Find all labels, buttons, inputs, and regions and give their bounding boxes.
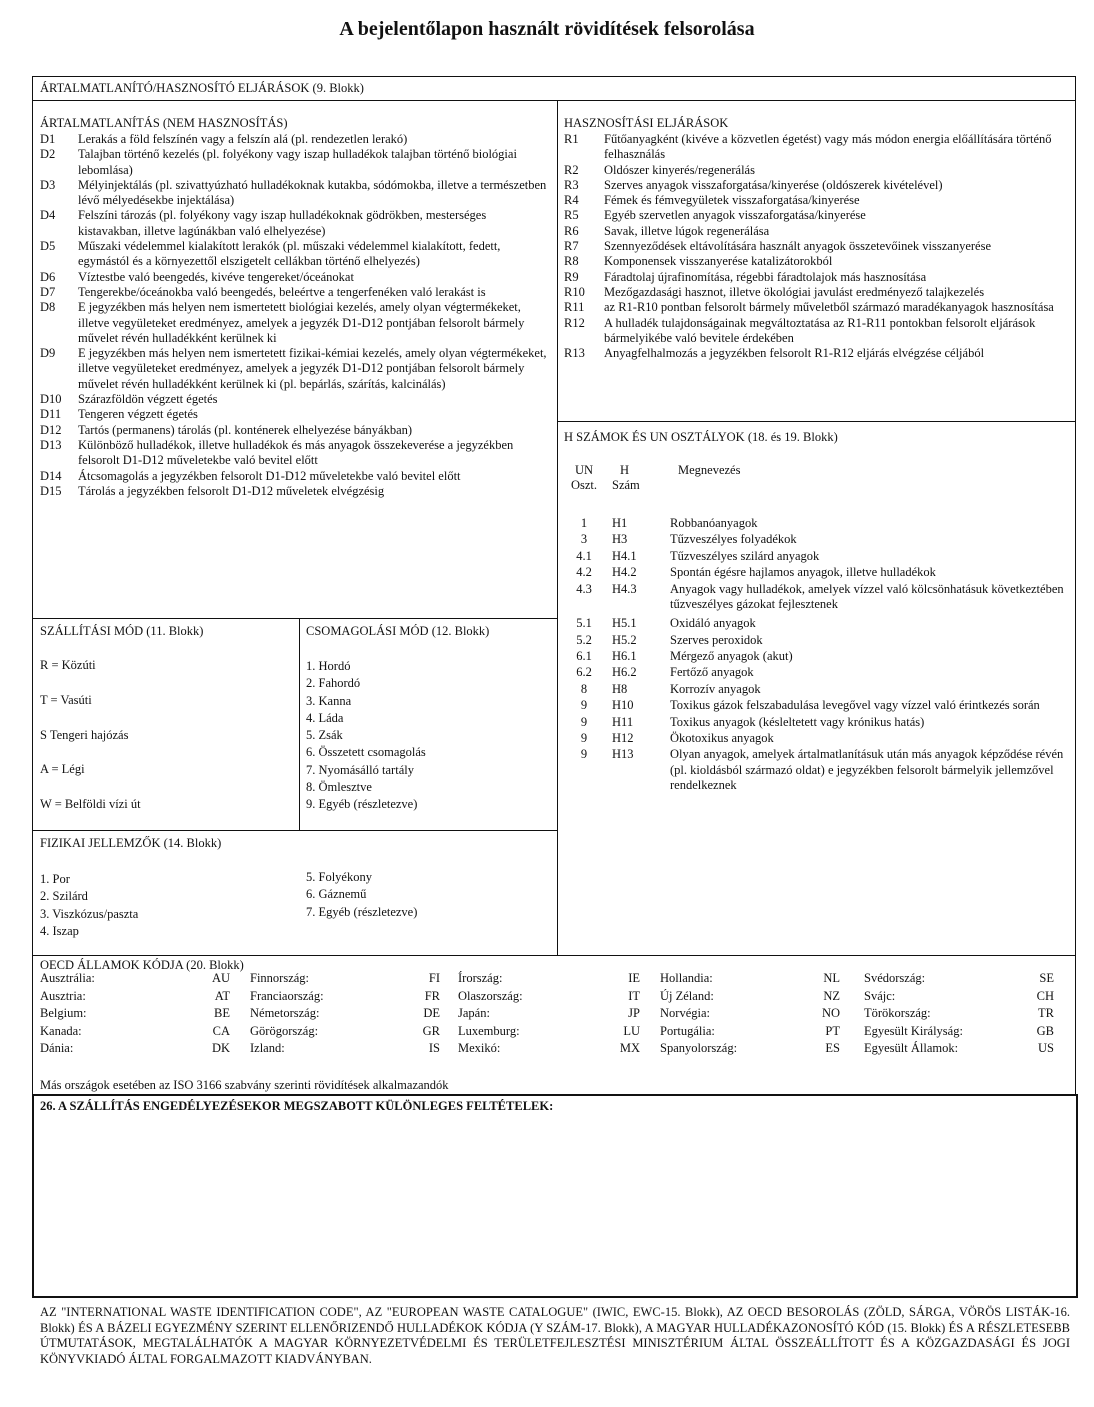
footer-note: AZ "INTERNATIONAL WASTE IDENTIFICATION CODE", AZ "EUROPEAN WASTE CATALOGUE" (IWIC, EWC-15. Blokk), AZ OECD BESOROLÁS (ZÖLD, SÁRGA, VÖRÖS LISTÁK-16. Blokk) ÉS A BÁZELI EGYEZMÉNY SZERINT ELLENŐRIZENDŐ HULLADÉKOK KÓDJA (Y SZÁM-17. Blokk), A MAGYAR HULLADÉKAZONOSÍTÓ KÓD (15. Blokk) ÉS A RÉSZLETESEBB ÚTMUTATÁSOK, MEGTALÁLHATÓK A MAGYAR KÖRNYEZETVÉDELMI ÉS TERÜLETFEJLESZTÉSI MINISZTÉRIUM ÁLTAL ÖSSZEÁLLÍTOTT ÉS A KÖZGAZDASÁGI ÉS JOGI KÖNYVKIADÓ ÁLTAL FORGALMAZOTT KIADVÁNYBAN. bbox=[40, 1305, 1070, 1366]
packaging-item: 6. Összetett csomagolás bbox=[306, 745, 426, 760]
oecd-country bbox=[458, 1040, 640, 1058]
transport-item: W = Belföldi vízi út bbox=[40, 797, 141, 812]
country-code: SE bbox=[1039, 971, 1054, 985]
un-class: 3 bbox=[580, 532, 588, 547]
disposal-text: Szárazföldön végzett égetés bbox=[78, 392, 218, 407]
transport-list bbox=[40, 658, 290, 832]
recovery-code: R3 bbox=[564, 177, 579, 192]
hnumbers-header: H SZÁMOK ÉS UN OSZTÁLYOK (18. és 19. Blokk) bbox=[564, 430, 838, 444]
country-name: Svédország: bbox=[864, 971, 926, 985]
disposal-code: D2 bbox=[40, 147, 56, 162]
divider bbox=[33, 955, 1075, 956]
country-name: Franciaország: bbox=[250, 988, 324, 1003]
oecd-country bbox=[864, 970, 1054, 988]
h-name: Spontán égésre hajlamos anyagok, illetve hulladékok bbox=[670, 565, 936, 580]
recovery-item bbox=[564, 239, 1072, 254]
disposal-text: Talajban történő kezelés (pl. folyékony vagy iszap hulladékok talajban történő biológiai lebomlása) bbox=[78, 147, 517, 177]
un-class: 9 bbox=[580, 747, 588, 762]
disposal-code: D5 bbox=[40, 239, 56, 254]
h-name: Oxidáló anyagok bbox=[670, 616, 756, 631]
recovery-item bbox=[564, 316, 1072, 347]
recovery-text: az R1-R10 pontban felsorolt bármely műveletből származó maradékanyagok hasznosítása bbox=[604, 300, 1054, 315]
recovery-list bbox=[564, 132, 1072, 361]
packaging-item: 3. Kanna bbox=[306, 693, 352, 708]
disposal-item bbox=[40, 208, 552, 239]
disposal-text: Átcsomagolás a jegyzékben felsorolt D1-D12 műveletekbe való bevitel előtt bbox=[78, 468, 461, 483]
recovery-code: R8 bbox=[564, 254, 579, 269]
recovery-item bbox=[564, 208, 1072, 223]
disposal-text: Különböző hulladékok, illetve hulladékok és más anyagok összekeverése a jegyzékben felsorolt D1-D12 műveletekbe való bevitel előtt bbox=[78, 437, 514, 468]
oecd-column bbox=[250, 970, 440, 1058]
oecd-column bbox=[40, 970, 230, 1058]
physical-item: 1. Por bbox=[40, 872, 70, 886]
physical-item: 4. Iszap bbox=[40, 923, 79, 938]
country-name: Finnország: bbox=[250, 971, 310, 985]
un-class: 9 bbox=[580, 730, 588, 745]
oecd-country bbox=[250, 1023, 440, 1041]
country-name: Ausztria: bbox=[40, 988, 86, 1003]
packaging-item: 8. Ömlesztve bbox=[306, 780, 372, 795]
disposal-item bbox=[40, 132, 552, 147]
recovery-text: Fáradtolaj újrafinomítása, régebbi fáradtolajok más hasznosítása bbox=[604, 269, 927, 284]
country-code: TR bbox=[1038, 1006, 1054, 1020]
country-name: Kanada: bbox=[40, 1023, 82, 1038]
recovery-text: Fémek és fémvegyületek visszaforgatása/kinyerése bbox=[604, 193, 860, 208]
un-class: 5.2 bbox=[576, 632, 592, 647]
disposal-text: Víztestbe való beengedés, kivéve tengereket/óceánokat bbox=[78, 269, 354, 284]
oecd-country bbox=[40, 970, 230, 988]
un-class: 4.2 bbox=[576, 565, 592, 580]
country-code: US bbox=[1038, 1041, 1054, 1055]
physical-item: 7. Egyéb (részletezve) bbox=[306, 904, 418, 919]
country-code: GB bbox=[1036, 1023, 1054, 1038]
oecd-header: OECD ÁLLAMOK KÓDJA (20. Blokk) bbox=[40, 958, 244, 972]
disposal-text: Tárolás a jegyzékben felsorolt D1-D12 műveletek elvégzésig bbox=[78, 483, 385, 498]
disposal-text: Műszaki védelemmel kialakított lerakók (pl. műszaki védelemmel kialakított, fedett, egymástól és a környezettől elszigetelt cellákban történő elhelyezés) bbox=[78, 239, 501, 269]
packaging-list bbox=[306, 658, 551, 814]
recovery-item bbox=[564, 178, 1072, 193]
country-name: Hollandia: bbox=[660, 971, 713, 985]
recovery-text: Anyagfelhalmozás a jegyzékben felsorolt R1-R12 eljárás elvégzése céljából bbox=[604, 346, 985, 361]
recovery-item bbox=[564, 254, 1072, 269]
oecd-country bbox=[40, 1023, 230, 1041]
recovery-item bbox=[564, 346, 1072, 361]
hnumber-row bbox=[564, 565, 1072, 580]
un-class: 6.1 bbox=[576, 648, 592, 663]
recovery-text: Komponensek visszanyerése katalizátorokból bbox=[604, 254, 833, 269]
oecd-country bbox=[864, 988, 1054, 1006]
hnumber-row bbox=[564, 549, 1072, 564]
country-name: Dánia: bbox=[40, 1041, 74, 1055]
hnumber-row bbox=[564, 682, 1072, 697]
hnumber-row bbox=[564, 616, 1072, 631]
un-class: 8 bbox=[580, 681, 588, 696]
un-class: 9 bbox=[580, 714, 588, 729]
h-number: H1 bbox=[612, 516, 628, 530]
recovery-item bbox=[564, 224, 1072, 239]
recovery-code: R5 bbox=[564, 208, 579, 223]
un-class: 1 bbox=[580, 516, 588, 530]
h-number: H12 bbox=[612, 730, 634, 745]
country-name: Portugália: bbox=[660, 1023, 715, 1038]
un-class: 4.3 bbox=[576, 581, 592, 596]
recovery-code: R10 bbox=[564, 284, 585, 299]
disposal-item bbox=[40, 423, 552, 438]
disposal-item bbox=[40, 392, 552, 407]
block26-header: 26. A SZÁLLÍTÁS ENGEDÉLYEZÉSEKOR MEGSZABOTT KÜLÖNLEGES FELTÉTELEK: bbox=[40, 1099, 554, 1113]
hnumber-row bbox=[564, 747, 1072, 793]
packaging-item: 4. Láda bbox=[306, 710, 344, 725]
recovery-text: Oldószer kinyerés/regenerálás bbox=[604, 162, 755, 177]
hnumber-row bbox=[564, 532, 1072, 547]
hnumber-row bbox=[564, 665, 1072, 680]
recovery-code: R7 bbox=[564, 239, 579, 254]
disposal-code: D4 bbox=[40, 208, 56, 223]
h-number: H3 bbox=[612, 532, 628, 547]
oecd-note: Más országok esetében az ISO 3166 szabvány szerinti rövidítések alkalmazandók bbox=[40, 1078, 449, 1092]
packaging-item: 1. Hordó bbox=[306, 659, 351, 673]
country-name: Egyesült Királyság: bbox=[864, 1023, 963, 1038]
recovery-text: Szennyeződések eltávolítására használt anyagok összetevőinek visszanyerése bbox=[604, 239, 991, 254]
col-un-label-2: Oszt. bbox=[570, 478, 598, 493]
country-code: MX bbox=[619, 1041, 640, 1055]
un-class: 4.1 bbox=[576, 548, 592, 563]
disposal-code: D11 bbox=[40, 407, 62, 422]
h-name: Robbanóanyagok bbox=[670, 516, 758, 530]
recovery-item bbox=[564, 132, 1072, 163]
disposal-text: E jegyzékben más helyen nem ismertetett biológiai kezelés, amely olyan végtermékeket, illetve vegyületeket eredményez, amelyek a jegyzék D1-D12 pontjában felsorolt bármely művelet révén hulladékként kerülnek ki bbox=[78, 300, 525, 345]
country-name: Ausztrália: bbox=[40, 971, 95, 985]
disposal-item bbox=[40, 147, 552, 178]
recovery-code: R9 bbox=[564, 269, 579, 284]
hnumber-row bbox=[564, 582, 1072, 613]
divider bbox=[557, 421, 1075, 422]
country-name: Olaszország: bbox=[458, 988, 523, 1003]
physical-item: 3. Viszkózus/paszta bbox=[40, 906, 139, 921]
country-name: Svájc: bbox=[864, 988, 896, 1003]
disposal-text: E jegyzékben más helyen nem ismertetett fizikai-kémiai kezelés, amely olyan végtermékeket, illetve vegyületeket eredményez, amelyek a jegyzék D1-D12 pontjában felsorolt bármely művelet révén hulladékként kerülnek ki (pl. bepárlás, szárítás, kalcinálás) bbox=[78, 346, 547, 391]
transport-item: T = Vasúti bbox=[40, 692, 92, 707]
recovery-code: R6 bbox=[564, 223, 579, 238]
h-name: Fertőző anyagok bbox=[670, 665, 754, 680]
country-code: GR bbox=[422, 1023, 440, 1038]
hnumber-row bbox=[564, 715, 1072, 730]
un-class: 5.1 bbox=[576, 616, 592, 631]
divider bbox=[33, 100, 1075, 101]
physical-list-right bbox=[306, 869, 551, 921]
h-name: Korrozív anyagok bbox=[670, 681, 761, 696]
disposal-item bbox=[40, 285, 552, 300]
recovery-item bbox=[564, 300, 1072, 315]
hnumber-row bbox=[564, 649, 1072, 664]
disposal-text: Tengerekbe/óceánokba való beengedés, beleértve a tengerfenéken való lerakást is bbox=[78, 284, 486, 299]
recovery-item bbox=[564, 193, 1072, 208]
transport-item: R = Közúti bbox=[40, 658, 96, 672]
transport-header: SZÁLLÍTÁSI MÓD (11. Blokk) bbox=[40, 624, 204, 638]
country-name: Írország: bbox=[458, 971, 503, 985]
hnumber-row bbox=[564, 516, 1072, 531]
disposal-item bbox=[40, 270, 552, 285]
recovery-code: R12 bbox=[564, 315, 585, 330]
oecd-country bbox=[250, 1040, 440, 1058]
disposal-code: D15 bbox=[40, 483, 62, 498]
recovery-header: HASZNOSÍTÁSI ELJÁRÁSOK bbox=[564, 116, 729, 130]
disposal-item bbox=[40, 239, 552, 270]
recovery-code: R1 bbox=[564, 132, 579, 146]
oecd-country bbox=[660, 970, 840, 988]
h-number: H13 bbox=[612, 747, 634, 762]
country-name: Egyesült Államok: bbox=[864, 1041, 959, 1055]
oecd-country bbox=[660, 988, 840, 1006]
h-number: H5.2 bbox=[612, 632, 637, 647]
un-class: 6.2 bbox=[576, 665, 592, 680]
country-code: DK bbox=[211, 1041, 230, 1055]
oecd-country bbox=[458, 1005, 640, 1023]
disposal-item bbox=[40, 346, 552, 392]
recovery-code: R11 bbox=[564, 300, 585, 315]
country-name: Luxemburg: bbox=[458, 1023, 520, 1038]
oecd-country bbox=[864, 1040, 1054, 1058]
country-code: NL bbox=[823, 971, 840, 985]
country-code: JP bbox=[628, 1006, 640, 1020]
hnumber-row bbox=[564, 633, 1072, 648]
disposal-code: D10 bbox=[40, 392, 62, 407]
col-h-label-2: Szám bbox=[612, 478, 640, 493]
country-code: LU bbox=[623, 1023, 640, 1038]
country-code: FR bbox=[424, 988, 440, 1003]
physical-item: 5. Folyékony bbox=[306, 870, 372, 884]
col-name-label: Megnevezés bbox=[678, 463, 741, 477]
h-name: Mérgező anyagok (akut) bbox=[670, 648, 793, 663]
disposal-code: D7 bbox=[40, 284, 56, 299]
oecd-country bbox=[864, 1005, 1054, 1023]
h-name: Szerves peroxidok bbox=[670, 632, 763, 647]
disposal-list bbox=[40, 132, 552, 499]
physical-item: 6. Gáznemű bbox=[306, 887, 367, 902]
oecd-country bbox=[250, 970, 440, 988]
page-title: A bejelentőlapon használt rövidítések felsorolása bbox=[339, 18, 755, 40]
oecd-country bbox=[40, 1005, 230, 1023]
country-name: Törökország: bbox=[864, 1006, 931, 1020]
divider bbox=[33, 618, 558, 619]
h-number: H4.1 bbox=[612, 548, 637, 563]
physical-item: 2. Szilárd bbox=[40, 889, 88, 904]
recovery-code: R13 bbox=[564, 346, 585, 361]
hnumbers-list bbox=[564, 516, 1072, 794]
recovery-code: R4 bbox=[564, 193, 579, 208]
transport-item: S Tengeri hajózás bbox=[40, 727, 129, 742]
country-code: BE bbox=[214, 1006, 230, 1020]
physical-list-left bbox=[40, 871, 290, 940]
country-code: DE bbox=[423, 1006, 440, 1020]
country-code: CH bbox=[1036, 988, 1054, 1003]
oecd-country bbox=[660, 1023, 840, 1041]
country-name: Új Zéland: bbox=[660, 988, 714, 1003]
recovery-text: Fűtőanyagként (kivéve a közvetlen égetést) vagy más módon energia előállítására történő felhasználás bbox=[604, 132, 1052, 162]
h-number: H4.2 bbox=[612, 565, 637, 580]
oecd-column bbox=[660, 970, 840, 1058]
h-number: H8 bbox=[612, 681, 628, 696]
oecd-column bbox=[458, 970, 640, 1058]
disposal-item bbox=[40, 484, 552, 499]
packaging-item: 9. Egyéb (részletezve) bbox=[306, 797, 418, 812]
country-code: CA bbox=[212, 1023, 230, 1038]
disposal-item bbox=[40, 178, 552, 209]
disposal-item bbox=[40, 407, 552, 422]
h-number: H4.3 bbox=[612, 581, 637, 596]
country-name: Németország: bbox=[250, 1006, 320, 1020]
country-code: PT bbox=[825, 1023, 840, 1038]
disposal-text: Mélyinjektálás (pl. szivattyúzható hulladékoknak kutakba, sódómokba, illetve a természetben lévő mélyedésekbe injektálása) bbox=[78, 177, 547, 208]
hnumber-row bbox=[564, 698, 1072, 713]
h-name: Toxikus gázok felszabadulása levegővel vagy vízzel való érintkezés során bbox=[670, 698, 1040, 713]
block9-header: ÁRTALMATLANÍTÓ/HASZNOSÍTÓ ELJÁRÁSOK (9. Blokk) bbox=[40, 81, 364, 95]
disposal-code: D9 bbox=[40, 346, 56, 361]
h-name: Anyagok vagy hulladékok, amelyek vízzel való kölcsönhatásuk következtében tűzveszélyes gázokat fejlesztenek bbox=[670, 581, 1064, 611]
h-name: Tűzveszélyes szilárd anyagok bbox=[670, 548, 820, 563]
country-name: Belgium: bbox=[40, 1006, 87, 1020]
packaging-item: 2. Fahordó bbox=[306, 676, 361, 691]
packaging-header: CSOMAGOLÁSI MÓD (12. Blokk) bbox=[306, 624, 490, 638]
h-name: Toxikus anyagok (késleltetett vagy krónikus hatás) bbox=[670, 714, 925, 729]
hnumber-row bbox=[564, 731, 1072, 746]
oecd-column bbox=[864, 970, 1054, 1058]
h-number: H5.1 bbox=[612, 616, 637, 631]
h-name: Ökotoxikus anyagok bbox=[670, 730, 774, 745]
country-code: IE bbox=[628, 971, 640, 985]
h-number: H11 bbox=[612, 714, 634, 729]
disposal-code: D12 bbox=[40, 422, 62, 437]
recovery-item bbox=[564, 285, 1072, 300]
physical-header: FIZIKAI JELLEMZŐK (14. Blokk) bbox=[40, 836, 222, 850]
disposal-item bbox=[40, 469, 552, 484]
oecd-country bbox=[40, 1040, 230, 1058]
packaging-item: 5. Zsák bbox=[306, 728, 343, 743]
country-code: ES bbox=[825, 1041, 840, 1055]
country-code: FI bbox=[428, 971, 440, 985]
disposal-text: Lerakás a föld felszínén vagy a felszín alá (pl. rendezetlen lerakó) bbox=[78, 132, 408, 146]
col-un-label: UN bbox=[574, 463, 594, 477]
oecd-country bbox=[458, 988, 640, 1006]
disposal-code: D3 bbox=[40, 177, 56, 192]
country-name: Görögország: bbox=[250, 1023, 319, 1038]
disposal-code: D8 bbox=[40, 300, 56, 315]
country-code: NZ bbox=[823, 988, 840, 1003]
oecd-country bbox=[250, 988, 440, 1006]
disposal-text: Tengeren végzett égetés bbox=[78, 407, 198, 422]
h-name: Tűzveszélyes folyadékok bbox=[670, 532, 797, 547]
oecd-country bbox=[660, 1040, 840, 1058]
h-name: Olyan anyagok, amelyek ártalmatlanításuk után más anyagok képződése révén (pl. kioldásból származó oldat) e jegyzékben felsorolt bármelyik jellemzővel rendelkeznek bbox=[670, 747, 1064, 792]
oecd-country bbox=[40, 988, 230, 1006]
disposal-header: ÁRTALMATLANÍTÁS (NEM HASZNOSÍTÁS) bbox=[40, 116, 288, 130]
block26-box bbox=[32, 1094, 1078, 1298]
hnumbers-col-headers bbox=[564, 463, 1072, 494]
disposal-code: D6 bbox=[40, 269, 56, 284]
country-code: AT bbox=[214, 988, 230, 1003]
oecd-country bbox=[864, 1023, 1054, 1041]
country-name: Norvégia: bbox=[660, 1006, 710, 1020]
recovery-text: Szerves anyagok visszaforgatása/kinyerése (oldószerek kivételével) bbox=[604, 177, 943, 192]
disposal-text: Tartós (permanens) tárolás (pl. konténerek elhelyezése bányákban) bbox=[78, 422, 413, 437]
oecd-country bbox=[660, 1005, 840, 1023]
disposal-code: D13 bbox=[40, 437, 62, 452]
divider bbox=[557, 100, 558, 955]
disposal-item bbox=[40, 438, 552, 469]
disposal-item bbox=[40, 300, 552, 346]
disposal-text: Felszíni tározás (pl. folyékony vagy iszap hulladékoknak gödrökben, mesterséges kistavakban, illetve lagúnákban való elhelyezése) bbox=[78, 208, 487, 238]
h-number: H6.2 bbox=[612, 665, 637, 680]
transport-item: A = Légi bbox=[40, 762, 85, 777]
divider bbox=[299, 618, 300, 830]
un-class: 9 bbox=[580, 698, 588, 713]
country-code: IT bbox=[628, 988, 640, 1003]
h-number: H6.1 bbox=[612, 648, 637, 663]
recovery-code: R2 bbox=[564, 162, 579, 177]
recovery-text: Savak, illetve lúgok regenerálása bbox=[604, 223, 770, 238]
disposal-code: D1 bbox=[40, 132, 56, 146]
h-number: H10 bbox=[612, 698, 634, 713]
recovery-text: A hulladék tulajdonságainak megváltoztatása az R1-R11 pontokban felsorolt eljárások bármelyikébe való bevitele érdekében bbox=[604, 315, 1036, 345]
country-code: AU bbox=[211, 971, 230, 985]
oecd-country bbox=[458, 970, 640, 988]
recovery-item bbox=[564, 270, 1072, 285]
country-name: Japán: bbox=[458, 1006, 490, 1020]
recovery-text: Egyéb szervetlen anyagok visszaforgatása/kinyerése bbox=[604, 208, 866, 223]
col-h-label: H bbox=[620, 463, 630, 477]
disposal-code: D14 bbox=[40, 468, 62, 483]
country-name: Mexikó: bbox=[458, 1041, 501, 1055]
country-name: Spanyolország: bbox=[660, 1041, 738, 1055]
recovery-item bbox=[564, 163, 1072, 178]
oecd-country bbox=[250, 1005, 440, 1023]
packaging-item: 7. Nyomásálló tartály bbox=[306, 762, 414, 777]
country-name: Izland: bbox=[250, 1041, 285, 1055]
oecd-country bbox=[458, 1023, 640, 1041]
recovery-text: Mezőgazdasági hasznot, illetve ökológiai javulást eredményező talajkezelés bbox=[604, 284, 985, 299]
country-code: IS bbox=[428, 1041, 440, 1055]
country-code: NO bbox=[821, 1006, 840, 1020]
